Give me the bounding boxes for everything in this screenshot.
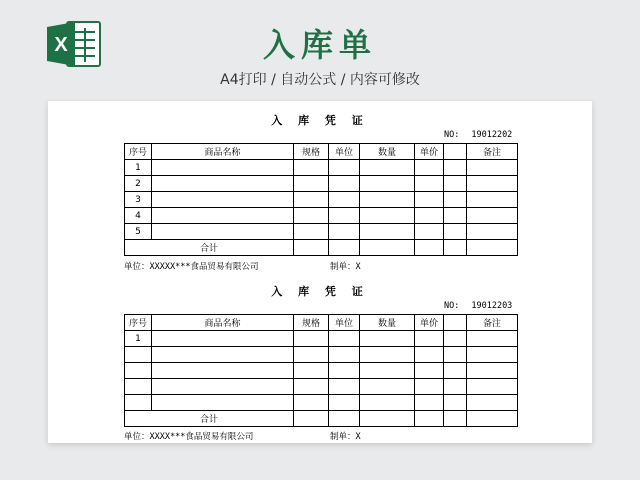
- cell[interactable]: [294, 363, 329, 379]
- cell[interactable]: [329, 379, 360, 395]
- cell[interactable]: [467, 347, 518, 363]
- cell[interactable]: [467, 176, 518, 192]
- total-label: 合计: [125, 240, 294, 256]
- cell[interactable]: [329, 347, 360, 363]
- cell[interactable]: [467, 208, 518, 224]
- row-index: 2: [125, 176, 152, 192]
- voucher-table: [124, 143, 518, 256]
- cell[interactable]: [415, 192, 444, 208]
- cell[interactable]: [360, 411, 415, 427]
- cell[interactable]: [152, 176, 294, 192]
- cell[interactable]: [360, 395, 415, 411]
- cell[interactable]: [415, 363, 444, 379]
- table-row: [125, 224, 518, 240]
- cell[interactable]: [467, 395, 518, 411]
- cell[interactable]: [415, 224, 444, 240]
- cell[interactable]: [444, 192, 467, 208]
- cell[interactable]: [294, 192, 329, 208]
- cell[interactable]: [444, 379, 467, 395]
- cell[interactable]: [360, 347, 415, 363]
- cell[interactable]: [444, 160, 467, 176]
- cell[interactable]: [152, 224, 294, 240]
- table-row: [125, 363, 518, 379]
- cell[interactable]: [467, 160, 518, 176]
- cell[interactable]: [415, 411, 444, 427]
- cell[interactable]: [294, 208, 329, 224]
- cell[interactable]: [294, 160, 329, 176]
- cell[interactable]: [415, 240, 444, 256]
- voucher-number-value: 19012203: [471, 301, 513, 311]
- table-row: [125, 379, 518, 395]
- total-row: [125, 240, 518, 256]
- cell[interactable]: [444, 176, 467, 192]
- cell[interactable]: [294, 240, 329, 256]
- voucher-number: [444, 130, 512, 140]
- cell[interactable]: [329, 240, 360, 256]
- voucher-number: [444, 301, 512, 311]
- cell[interactable]: [329, 395, 360, 411]
- col-header-unit: 单位: [329, 315, 360, 331]
- col-header-product: 商品名称: [152, 144, 294, 160]
- table-row: [125, 192, 518, 208]
- table-row: [125, 208, 518, 224]
- col-header-index: 序号: [125, 315, 152, 331]
- row-index: 1: [125, 331, 152, 347]
- page-subtitle: A4打印 / 自动公式 / 内容可修改: [220, 72, 420, 88]
- col-header-qty: 数量: [360, 144, 415, 160]
- cell[interactable]: [444, 363, 467, 379]
- voucher-table: [124, 314, 518, 427]
- table-row: [125, 160, 518, 176]
- col-header-unit: 单位: [329, 144, 360, 160]
- cell[interactable]: [467, 224, 518, 240]
- cell[interactable]: [415, 379, 444, 395]
- col-header-price: 单价: [415, 315, 444, 331]
- col-header-product: 商品名称: [152, 315, 294, 331]
- cell[interactable]: [329, 192, 360, 208]
- cell[interactable]: [294, 347, 329, 363]
- voucher-number-label: NO:: [444, 130, 460, 140]
- cell[interactable]: [360, 176, 415, 192]
- cell[interactable]: [444, 411, 467, 427]
- cell[interactable]: [467, 331, 518, 347]
- cell[interactable]: [415, 208, 444, 224]
- cell[interactable]: [415, 395, 444, 411]
- cell[interactable]: [360, 192, 415, 208]
- unit-text: 单位：XXXX***食品贸易有限公司: [124, 432, 254, 442]
- voucher-title: 入 库 凭 证: [271, 285, 369, 298]
- cell[interactable]: [294, 411, 329, 427]
- col-header-spec: 规格: [294, 144, 329, 160]
- row-index: [125, 347, 152, 363]
- cell[interactable]: [360, 224, 415, 240]
- cell[interactable]: [360, 363, 415, 379]
- col-header-blank: [444, 144, 467, 160]
- cell[interactable]: [467, 379, 518, 395]
- cell[interactable]: [152, 160, 294, 176]
- cell[interactable]: [467, 240, 518, 256]
- cell[interactable]: [294, 331, 329, 347]
- voucher-number-label: NO:: [444, 301, 460, 311]
- row-index: 3: [125, 192, 152, 208]
- cell[interactable]: [152, 192, 294, 208]
- voucher-number-value: 19012202: [471, 130, 513, 140]
- row-index: [125, 363, 152, 379]
- maker-text: 制单：X: [330, 262, 361, 272]
- table-row: [125, 176, 518, 192]
- col-header-price: 单价: [415, 144, 444, 160]
- cell[interactable]: [329, 411, 360, 427]
- voucher-title: 入 库 凭 证: [271, 114, 369, 127]
- cell[interactable]: [294, 176, 329, 192]
- cell[interactable]: [415, 347, 444, 363]
- cell[interactable]: [444, 331, 467, 347]
- cell[interactable]: [444, 395, 467, 411]
- cell[interactable]: [360, 331, 415, 347]
- cell[interactable]: [467, 192, 518, 208]
- col-header-blank: [444, 315, 467, 331]
- row-index: 4: [125, 208, 152, 224]
- table-header-row: [125, 315, 518, 331]
- row-index: [125, 379, 152, 395]
- page-title: 入库单: [262, 26, 377, 64]
- cell[interactable]: [467, 363, 518, 379]
- total-row: [125, 411, 518, 427]
- cell[interactable]: [444, 347, 467, 363]
- cell[interactable]: [329, 160, 360, 176]
- cell[interactable]: [415, 176, 444, 192]
- row-index: 5: [125, 224, 152, 240]
- cell[interactable]: [152, 363, 294, 379]
- cell[interactable]: [152, 347, 294, 363]
- col-header-spec: 规格: [294, 315, 329, 331]
- col-header-index: 序号: [125, 144, 152, 160]
- cell[interactable]: [294, 224, 329, 240]
- cell[interactable]: [329, 176, 360, 192]
- table-row: [125, 347, 518, 363]
- cell[interactable]: [444, 208, 467, 224]
- cell[interactable]: [467, 411, 518, 427]
- cell[interactable]: [444, 240, 467, 256]
- cell[interactable]: [360, 160, 415, 176]
- table-row: [125, 395, 518, 411]
- maker-text: 制单：X: [330, 432, 361, 442]
- voucher-footer: [124, 430, 564, 442]
- cell[interactable]: [152, 331, 294, 347]
- row-index: [125, 395, 152, 411]
- cell[interactable]: [360, 379, 415, 395]
- row-index: 1: [125, 160, 152, 176]
- total-label: 合计: [125, 411, 294, 427]
- cell[interactable]: [329, 363, 360, 379]
- cell[interactable]: [152, 208, 294, 224]
- voucher-footer: [124, 260, 564, 272]
- col-header-remark: 备注: [467, 144, 518, 160]
- unit-text: 单位：XXXXX***食品贸易有限公司: [124, 262, 259, 272]
- cell[interactable]: [444, 224, 467, 240]
- svg-text:X: X: [54, 34, 68, 56]
- table-header-row: [125, 144, 518, 160]
- cell[interactable]: [360, 240, 415, 256]
- table-row: [125, 331, 518, 347]
- cell[interactable]: [360, 208, 415, 224]
- cell[interactable]: [415, 160, 444, 176]
- col-header-remark: 备注: [467, 315, 518, 331]
- cell[interactable]: [329, 224, 360, 240]
- cell[interactable]: [294, 379, 329, 395]
- cell[interactable]: [329, 208, 360, 224]
- cell[interactable]: [329, 331, 360, 347]
- document-sheet: [48, 101, 592, 443]
- cell[interactable]: [152, 395, 294, 411]
- cell[interactable]: [294, 395, 329, 411]
- cell[interactable]: [415, 331, 444, 347]
- cell[interactable]: [152, 379, 294, 395]
- col-header-qty: 数量: [360, 315, 415, 331]
